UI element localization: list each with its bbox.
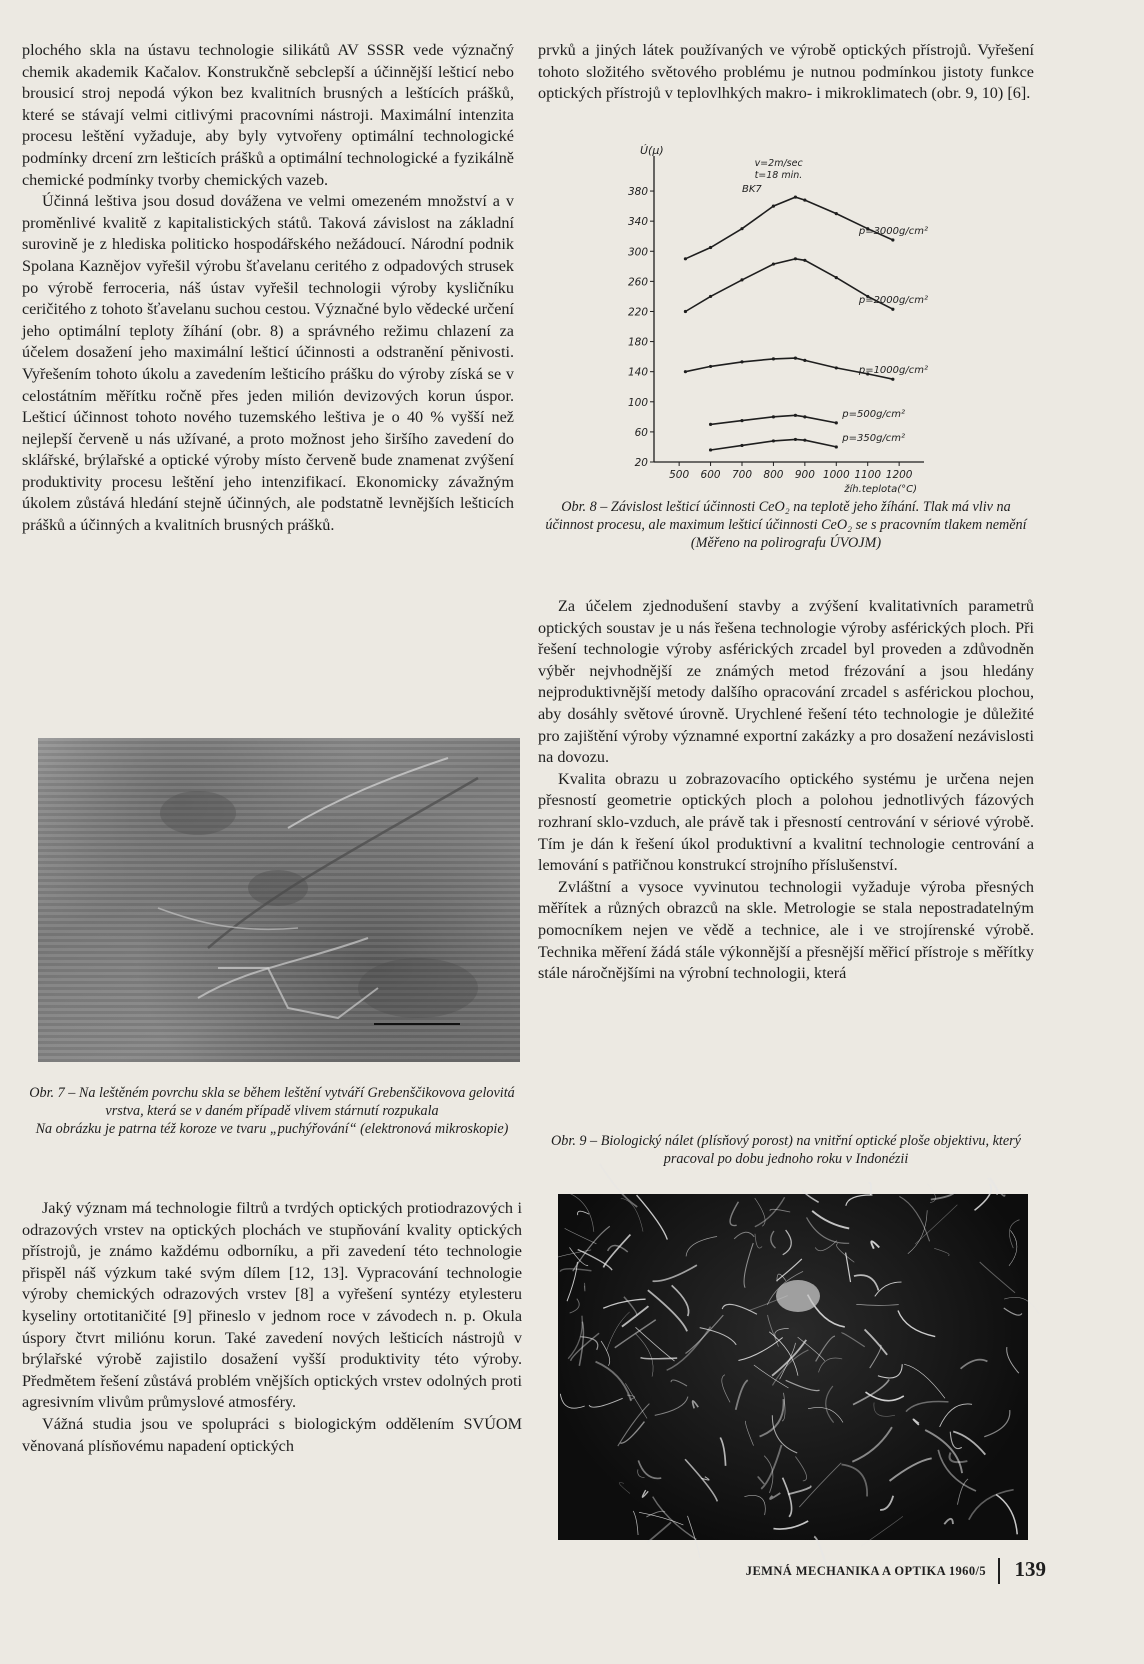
hypha-strand: [931, 1191, 955, 1199]
data-point: [684, 370, 687, 373]
hypha-strand: [878, 1364, 902, 1378]
hypha-strand: [870, 1345, 881, 1368]
data-point: [740, 419, 743, 422]
hypha-strand: [913, 1419, 919, 1424]
data-point: [709, 365, 712, 368]
fungal-growth-texture: [558, 1194, 1028, 1540]
hypha-strand: [788, 1486, 811, 1494]
left-column-top: [22, 40, 514, 537]
hypha-strand: [816, 1336, 835, 1361]
x-tick-label: 1100: [854, 469, 882, 481]
hypha-strand: [700, 1328, 737, 1345]
hypha-strand: [846, 1253, 851, 1282]
hypha-strand: [865, 1329, 888, 1354]
hypha-strand: [653, 1265, 697, 1281]
data-point: [709, 246, 712, 249]
data-point: [891, 378, 894, 381]
annotation: v=2m/sec: [754, 158, 803, 169]
data-point: [835, 445, 838, 448]
hypha-strand: [722, 1375, 730, 1403]
data-point: [794, 257, 797, 260]
data-point: [803, 415, 806, 418]
hypha-strand: [1007, 1347, 1019, 1373]
hypha-strand: [720, 1437, 725, 1465]
hypha-strand: [667, 1327, 711, 1371]
hypha-strand: [798, 1337, 825, 1361]
data-point: [803, 359, 806, 362]
x-tick-label: 700: [731, 469, 753, 481]
y-tick-label: 140: [627, 366, 648, 379]
data-point: [772, 357, 775, 360]
hypha-strand: [744, 1495, 765, 1515]
y-tick-label: 100: [627, 396, 648, 409]
hypha-strand: [854, 1275, 879, 1290]
hypha-strand: [934, 1248, 949, 1255]
hypha-strand: [915, 1205, 957, 1244]
paragraph: Za účelem zjednodušení stavby a zvýšení kvalitativních parametrů optických soustav je u nás řešena technologie výroby asférických ploch. Při řešení technologie výroby asférických zrcadel byl proveden a zdůvodněn výběr nejvhodnější ze známých metod frézování a jsou hledány nejproduktivnější metody dalšího opracování zrcadel s asférickou plochou, aby dosáhly světové úrovně. Urychlené řešení této technologie je důležité pro zajištění výroby významné exportní zakázky a pro dosažení nezávislosti na dovozu.: [538, 597, 1034, 767]
hypha-strand: [815, 1241, 837, 1251]
hypha-strand: [866, 1392, 904, 1401]
hypha-strand: [685, 1459, 717, 1501]
hypha-strand: [686, 1237, 717, 1257]
series-label: p=500g/cm²: [842, 408, 906, 420]
hypha-strand: [772, 1340, 806, 1376]
series-label: p=3000g/cm²: [858, 225, 928, 237]
hypha-strand: [622, 1306, 648, 1326]
data-point: [891, 238, 894, 241]
x-tick-label: 600: [700, 469, 721, 481]
hypha-strand: [957, 1479, 968, 1505]
hypha-strand: [777, 1259, 802, 1281]
data-point: [891, 308, 894, 311]
hypha-strand: [760, 1399, 784, 1436]
data-point: [709, 448, 712, 451]
hypha-strand: [770, 1493, 780, 1499]
series-label: p=350g/cm²: [842, 432, 906, 444]
data-point: [794, 414, 797, 417]
micrograph-texture: [38, 738, 520, 1062]
data-point: [772, 205, 775, 208]
hypha-strand: [693, 1401, 699, 1408]
paragraph: Účinná leštiva jsou dosud dovážena ve velmi omezeném množství a v proměnlivé kvalitě z kapitalistických států. Taková závislost na základní surovině je z hlediska politicko hospodářského nežádoucí. Národní podnik Spolana Kaznějov vyřešil výrobu šťavelanu ceritého z odpadových strusek po výrobě ferroceria, náš ústav vyřešil technologii výroby kysličníku ceričitého z tohoto šťavelanu suchou cestou. Význačné bylo vědecké určení jeho optimální teploty žíhání (obr. 8) a správného režimu chlazení za účelem dosažení jeho maximální lešticí účinnosti a odstranění pěnivosti. Vyřešením tohoto úkolu a zavedením lešticího prášku do výroby získá se v celostátním měřítku ročně přes jeden milión devizových korun úspor. Lešticí účinnost tohoto nového tuzemského leštiva je o 40 % vyšší než nejlepší červeně u nás užívané, a proto možnost jeho širšího zavedení do sklářské, brýlařské a optické výroby místo červeně bude znamenat zvýšení produktivity procesu leštění jeho intenzifikací. Ekonomicky závažným úkolem zůstává hledání stejně účinných, ale podstatně levnějších lešticích prášků a účinných a kvalitních brusných prášků.: [22, 192, 514, 535]
hypha-strand: [890, 1458, 932, 1481]
hypha-strand: [852, 1427, 892, 1462]
data-point: [772, 415, 775, 418]
hypha-strand: [772, 1415, 797, 1453]
hypha-strand: [1009, 1220, 1019, 1248]
data-point: [709, 295, 712, 298]
hypha-strand: [734, 1232, 754, 1239]
data-point: [835, 421, 838, 424]
hypha-strand: [808, 1407, 843, 1422]
hypha-strand: [770, 1209, 790, 1212]
data-point: [835, 276, 838, 279]
hypha-strand: [565, 1228, 597, 1243]
hypha-strand: [754, 1365, 789, 1388]
hypha-strand: [925, 1430, 962, 1473]
hypha-strand: [961, 1360, 988, 1369]
hypha-strand: [648, 1522, 671, 1542]
y-tick-label: 220: [627, 306, 648, 319]
hypha-strand: [570, 1299, 580, 1313]
hypha-strand: [803, 1190, 819, 1203]
hypha-strand: [861, 1516, 903, 1546]
hypha-strand: [578, 1249, 612, 1270]
paragraph: Kvalita obrazu u zobrazovacího optického systému je určena nejen přesností geometrie optických ploch a polohou jednotlivých fázových rozhraní sklo-vzduch, ale právě tak i přesností centrování v sériové výrobě. Tím je dán k řešení úkol produktivní a kvalitní technologie centrování a lemování s patřičnou konstrukcí strojního příslušenství.: [538, 769, 1034, 875]
data-point: [740, 444, 743, 447]
data-point: [740, 227, 743, 230]
data-point: [803, 198, 806, 201]
hypha-strand: [856, 1304, 898, 1305]
figure-7-micrograph: [38, 738, 520, 1062]
footer-divider: [998, 1558, 1000, 1584]
hypha-strand: [783, 1478, 792, 1517]
hypha-strand: [775, 1328, 789, 1338]
figure-9-caption: Obr. 9 – Biologický nálet (plísňový porost) na vnitřní optické ploše objektivu, který pracoval po dobu jednoho roku v Indonézii: [551, 1133, 1021, 1167]
paragraph: Vážná studia jsou ve spolupráci s biologickým oddělením SVÚOM věnovaná plísňovému napadení optických: [22, 1414, 522, 1455]
data-point: [803, 439, 806, 442]
y-axis-label: Ú(μ): [640, 144, 664, 157]
data-point: [835, 366, 838, 369]
figure-9-photograph: [558, 1194, 1028, 1540]
hypha-strand: [786, 1380, 820, 1390]
hypha-strand: [589, 1398, 623, 1407]
y-tick-label: 300: [627, 246, 648, 259]
right-column-body: [538, 596, 1034, 985]
hypha-strand: [1004, 1308, 1022, 1315]
hypha-strand: [601, 1341, 610, 1366]
hypha-strand: [619, 1482, 630, 1493]
x-tick-label: 800: [763, 469, 784, 481]
hypha-strand: [944, 1519, 953, 1524]
x-axis-label: žíh.teplota(°C): [844, 484, 917, 495]
hypha-strand: [567, 1262, 577, 1301]
hypha-strand: [899, 1196, 929, 1241]
data-point: [709, 423, 712, 426]
figure-7-caption-main: Obr. 7 – Na leštěném povrchu skla se během leštění vytváří Grebenščikovova gelovitá vrstva, která se v daném případě vlivem stárnutí rozpukala: [29, 1085, 515, 1119]
hypha-strand: [799, 1463, 841, 1507]
data-point: [740, 278, 743, 281]
series-label: p=1000g/cm²: [858, 365, 928, 377]
hypha-strand: [568, 1316, 582, 1359]
hypha-strand: [633, 1511, 638, 1535]
hypha-strand: [603, 1299, 645, 1308]
x-tick-label: 1200: [885, 469, 913, 481]
y-tick-label: 180: [627, 336, 648, 349]
paragraph: Jaký význam má technologie filtrů a tvrdých optických protiodrazových i odrazových vrstev na optických plochách ve stupňování kvality optických přístrojů, je známo každému odborníku, a při zavedení této technologie přispěl náš výzkum také svým dílem [12, 13]. Vypracování technologie výroby chemických odrazových vrstev [8] a vyřešení syntézy etylesteru kyseliny ortotitaničité [9] přineslo v jednom roce v závodech n. p. Okula úspory čtvrt miliónu korun. Také zavedení nových lešticích nástrojů v brýlařské výrobě zajistilo dosažení vyšší produktivity této výroby. Předmětem řešení zůstává problém vnějších optických vrstev odolných proti agresivním vlivům průmyslové atmosféry.: [22, 1199, 522, 1412]
hypha-strand: [846, 1195, 873, 1206]
hypha-strand: [639, 1512, 683, 1525]
data-point: [740, 360, 743, 363]
hypha-strand: [635, 1334, 653, 1377]
x-tick-label: 500: [669, 469, 690, 481]
hypha-strand: [984, 1410, 1010, 1437]
series-label: p=2000g/cm²: [858, 295, 928, 307]
hypha-strand: [869, 1183, 871, 1195]
hypha-strand: [642, 1490, 648, 1497]
hypha-strand: [874, 1403, 895, 1417]
hypha-strand: [745, 1421, 753, 1446]
page-number: 139: [1014, 1557, 1046, 1581]
hypha-strand: [871, 1241, 879, 1248]
hypha-strand: [841, 1333, 864, 1347]
hypha-strand: [618, 1404, 650, 1446]
data-point: [772, 262, 775, 265]
hypha-strand: [777, 1274, 786, 1282]
data-point: [794, 357, 797, 360]
hypha-strand: [771, 1231, 776, 1248]
spore-cluster: [776, 1280, 820, 1312]
data-point: [835, 212, 838, 215]
hypha-strand: [880, 1496, 893, 1510]
x-tick-label: 1000: [822, 469, 850, 481]
hypha-strand: [638, 1460, 661, 1478]
y-tick-label: 340: [627, 216, 648, 229]
hypha-strand: [755, 1234, 762, 1248]
hypha-strand: [906, 1401, 948, 1411]
hypha-strand: [671, 1380, 687, 1386]
hypha-strand: [560, 1394, 584, 1408]
hypha-strand: [826, 1386, 834, 1423]
figure-7-caption-sub: Na obrázku je patrna též koroze ve tvaru „puchýřování“ (elektronová mikroskopie): [35, 1121, 509, 1137]
y-tick-label: 20: [634, 457, 648, 469]
hypha-strand: [996, 1495, 1017, 1535]
left-column-bottom: [22, 1198, 522, 1457]
paragraph: plochého skla na ústavu technologie silikátů AV SSSR vede význačný chemik akademik Kačalov. Konstrukčně sebclepší a účinnější lešticí nebo brousicí stroj nepodá výkon bez kvalitních brusných a leštících prášků, které se stávají velmi citlivými pracovními nástroji. Maximální intenzita procesu leštění vyžaduje, aby byly vytvořeny optimální technologické podmínky drcení zrn lešticích prášků a optimální technologické a fyzikálně chemické podmínky tvorby chemických vazeb.: [22, 41, 514, 189]
data-point: [684, 257, 687, 260]
hypha-strand: [953, 1431, 985, 1454]
data-point: [794, 195, 797, 198]
hypha-strand: [898, 1311, 935, 1337]
hypha-strand: [908, 1210, 927, 1254]
y-tick-label: 380: [627, 186, 648, 199]
hypha-strand: [672, 1285, 689, 1316]
hypha-strand: [596, 1362, 631, 1401]
journal-name: JEMNÁ MECHANIKA A OPTIKA 1960/5: [745, 1564, 986, 1578]
x-tick-label: 900: [794, 469, 815, 481]
figure-7-caption: [22, 1084, 522, 1138]
data-point: [772, 439, 775, 442]
hypha-strand: [600, 1164, 638, 1207]
hypha-strand: [842, 1465, 868, 1497]
figure-8-caption: Obr. 8 – Závislost lešticí účinnosti CeO₂ na teplotě jeho žíhání. Tlak má vliv na účinnost procesu, ale maximum lešticí účinnosti CeO₂ se s pracovním tlakem nemění (Měřeno na polirografu ÚVOJM): [545, 499, 1027, 551]
hypha-strand: [755, 1197, 785, 1227]
y-tick-label: 60: [634, 426, 648, 439]
hypha-strand: [565, 1192, 594, 1232]
hypha-strand: [744, 1243, 753, 1288]
hypha-strand: [655, 1397, 688, 1416]
data-point: [794, 438, 797, 441]
hypha-strand: [578, 1211, 589, 1215]
figure-8-chart: [620, 140, 970, 495]
hypha-strand: [795, 1456, 806, 1480]
hypha-strand: [637, 1195, 668, 1240]
hypha-strand: [812, 1211, 849, 1229]
hypha-strand: [980, 1262, 1015, 1293]
hypha-strand: [783, 1230, 792, 1255]
annotation: BK7: [742, 184, 762, 195]
y-tick-label: 260: [627, 276, 648, 289]
hypha-strand: [975, 1184, 992, 1210]
hypha-strand: [773, 1521, 808, 1529]
hypha-strand: [938, 1450, 976, 1491]
hypha-strand: [940, 1404, 972, 1427]
hypha-strand: [636, 1327, 675, 1361]
paragraph: prvků a jiných látek používaných ve výrobě optických přístrojů. Vyřešení tohoto složitého světového problému je nutnou podmínkou jistoty funkce optických přístrojů v teplovlhkých makro- i mikroklimatech (obr. 9, 10) [6].: [538, 41, 1034, 103]
hypha-strand: [625, 1383, 647, 1418]
hypha-strand: [904, 1364, 945, 1398]
hypha-strand: [730, 1202, 738, 1226]
data-point: [684, 310, 687, 313]
hypha-strand: [736, 1380, 748, 1410]
hypha-strand: [758, 1477, 764, 1484]
paragraph: Zvláštní a vysoce vyvinutou technologii vyžaduje výroba přesných měřítek a různých obrazců na skle. Metrologie se stala nepostradatelným pomocníkem nejen ve vědě a technice, ale i ve strojírenské výrobě. Technika měření žádá stále výkonnější a přesnější měřicí přístroje s měřítky stále náročnějšími na výrobní technologii, která: [538, 877, 1034, 983]
page-footer: [730, 1556, 1048, 1586]
hypha-strand: [584, 1283, 585, 1291]
hypha-strand: [818, 1358, 842, 1372]
data-point: [803, 259, 806, 262]
right-column-top: [538, 40, 1034, 105]
annotation: t=18 min.: [754, 170, 803, 181]
